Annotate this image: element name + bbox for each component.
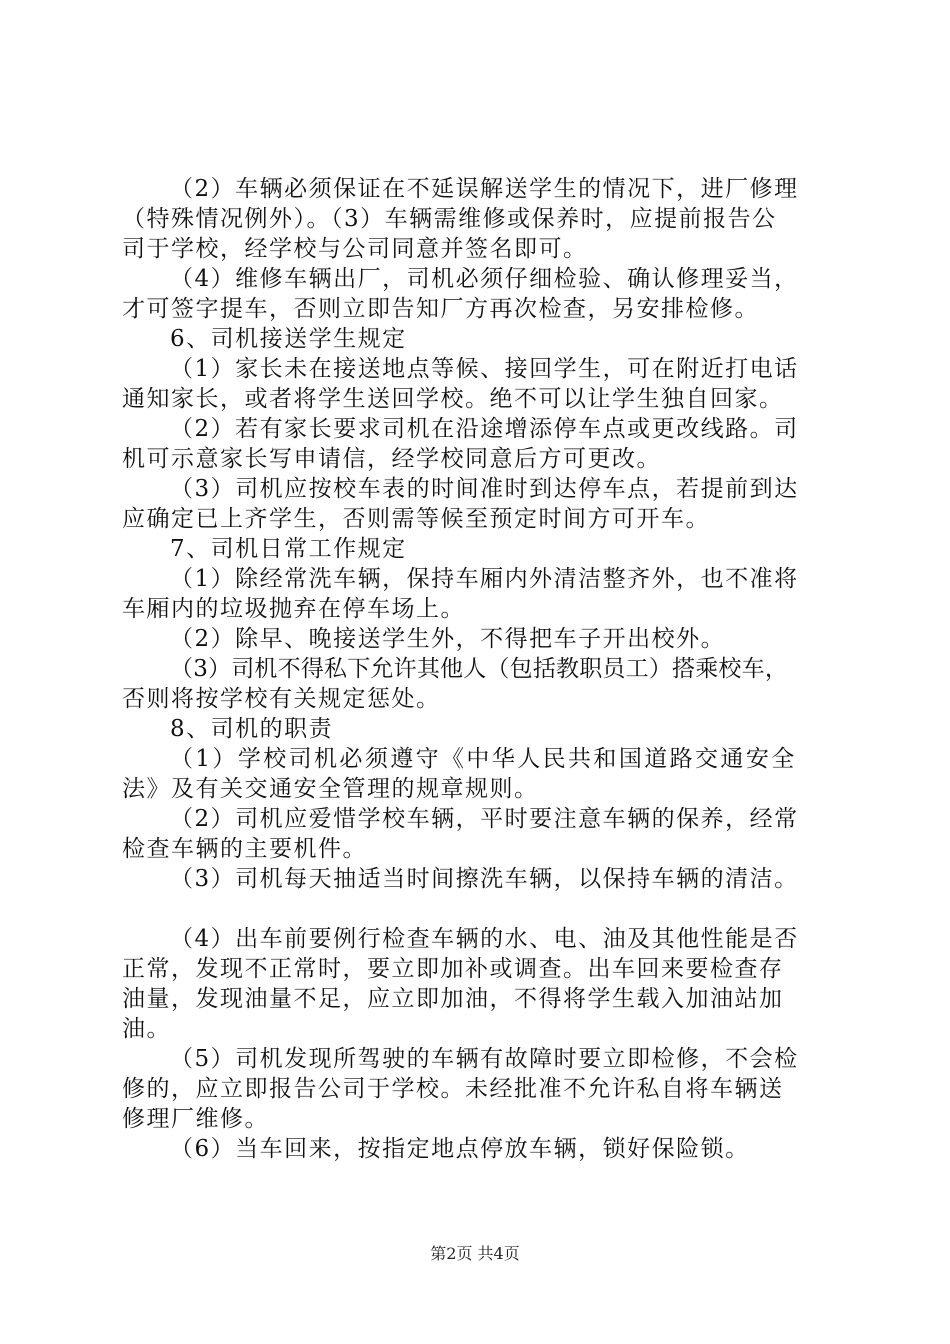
paragraph-line: （2）车辆必须保证在不延误解送学生的情况下，进厂修理 bbox=[170, 176, 799, 202]
paragraph-line: （2）除早、晚接送学生外，不得把车子开出校外。 bbox=[170, 626, 726, 652]
paragraph-line: （1）家长未在接送地点等候、接回学生，可在附近打电话 bbox=[170, 356, 799, 382]
page-number: 第2页 共4页 bbox=[430, 1244, 520, 1263]
paragraph-line: （3）司机应按校车表的时间准时到达停车点，若提前到达 bbox=[170, 476, 799, 502]
paragraph-line: （5）司机发现所驾驶的车辆有故障时要立即检修，不会检 bbox=[170, 1046, 799, 1072]
paragraph-line: （6）当车回来，按指定地点停放车辆，锁好保险锁。 bbox=[170, 1136, 750, 1162]
paragraph-line: （2）若有家长要求司机在沿途增添停车点或更改线路。司 bbox=[170, 416, 799, 442]
section-heading: 6、司机接送学生规定 bbox=[170, 326, 407, 352]
paragraph-line: 油量，发现油量不足，应立即加油，不得将学生载入加油站加 bbox=[122, 986, 784, 1012]
paragraph-line: （3）司机每天抽适当时间擦洗车辆，以保持车辆的清洁。 bbox=[170, 866, 799, 892]
paragraph-line: 机可示意家长写申请信，经学校同意后方可更改。 bbox=[122, 446, 661, 472]
paragraph-line: 才可签字提车，否则立即告知厂方再次检查，另安排检修。 bbox=[122, 296, 759, 322]
document-body bbox=[122, 174, 834, 1164]
paragraph-line: 法》及有关交通安全管理的规章规则。 bbox=[122, 776, 539, 802]
section-heading: 7、司机日常工作规定 bbox=[170, 536, 407, 562]
paragraph-line: 司于学校，经学校与公司同意并签名即可。 bbox=[122, 236, 588, 262]
paragraph-line: 应确定已上齐学生，否则需等候至预定时间方可开车。 bbox=[122, 506, 710, 532]
paragraph-line: 通知家长，或者将学生送回学校。绝不可以让学生独自回家。 bbox=[122, 386, 784, 412]
paragraph-line: 油。 bbox=[122, 1016, 171, 1042]
paragraph-line: 检查车辆的主要机件。 bbox=[122, 836, 367, 862]
paragraph-line: 修的，应立即报告公司于学校。未经批准不允许私自将车辆送 bbox=[122, 1076, 784, 1102]
paragraph-line: （1）学校司机必须遵守《中华人民共和国道路交通安全 bbox=[170, 746, 797, 772]
paragraph-line: 否则将按学校有关规定惩处。 bbox=[122, 686, 441, 712]
paragraph-line: （4）维修车辆出厂，司机必须仔细检验、确认修理妥当， bbox=[170, 266, 799, 292]
paragraph-line: （2）司机应爱惜学校车辆，平时要注意车辆的保养，经常 bbox=[170, 806, 799, 832]
paragraph-line: （3）司机不得私下允许其他人（包括教职员工）搭乘校车， bbox=[170, 656, 789, 682]
paragraph-line: （1）除经常洗车辆，保持车厢内外清洁整齐外，也不准将 bbox=[170, 566, 799, 592]
blank-line bbox=[122, 894, 834, 924]
paragraph-line: 修理厂维修。 bbox=[122, 1106, 269, 1132]
paragraph-line: 车厢内的垃圾抛弃在停车场上。 bbox=[122, 596, 465, 622]
paragraph-line: （4）出车前要例行检查车辆的水、电、油及其他性能是否 bbox=[170, 926, 799, 952]
paragraph-line: （特殊情况例外）。（3）车辆需维修或保养时，应提前报告公 bbox=[122, 206, 777, 232]
section-heading: 8、司机的职责 bbox=[170, 716, 334, 742]
paragraph-line: 正常，发现不正常时，要立即加补或调查。出车回来要检查存 bbox=[122, 956, 784, 982]
